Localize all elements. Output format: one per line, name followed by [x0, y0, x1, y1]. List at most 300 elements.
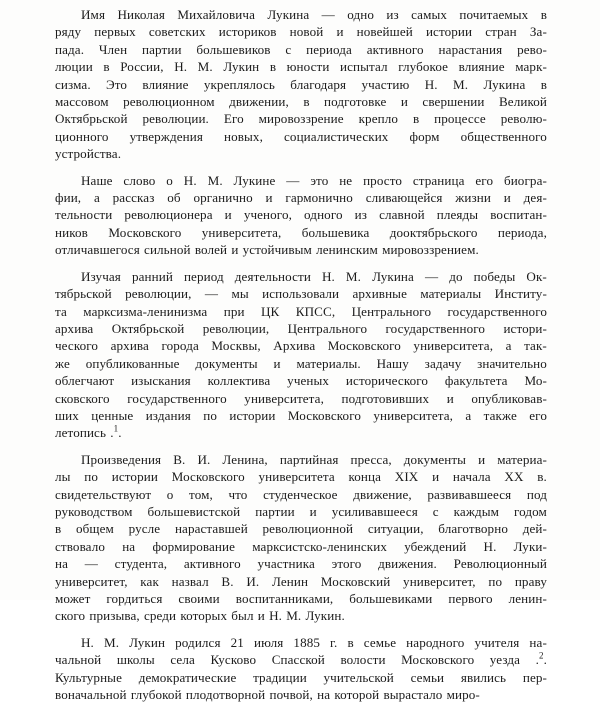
word: сковского [55, 390, 110, 406]
word: революционном [123, 94, 215, 110]
word: из [386, 7, 399, 22]
paragraph [55, 268, 547, 442]
word: ученого, [243, 207, 292, 223]
word: семьи [410, 669, 445, 685]
word: его [529, 407, 547, 423]
word: большевика [301, 224, 370, 240]
word: крепло [358, 111, 399, 127]
word: нараставшей [174, 521, 248, 537]
text-line [55, 189, 547, 206]
text-line [55, 145, 547, 162]
text-line [55, 268, 547, 285]
text-line [55, 520, 547, 537]
word: партии [255, 503, 295, 519]
word: Н. [183, 172, 197, 188]
word: партии [142, 41, 182, 57]
word: и [503, 190, 511, 206]
word: как [140, 573, 159, 589]
word: революции, [202, 320, 270, 336]
word: по [203, 407, 217, 423]
word: материалы. [296, 355, 361, 371]
word: Произведения [81, 451, 162, 467]
word: исторического [345, 373, 429, 389]
word: революционной [262, 521, 354, 537]
word: народного [406, 634, 465, 650]
word: Спасской [271, 652, 325, 668]
text-line [55, 651, 547, 668]
text-line [55, 23, 547, 40]
paragraph [55, 634, 547, 703]
word: Николая [117, 7, 166, 22]
word: глубокое [398, 59, 449, 75]
word: с [285, 41, 292, 57]
word: учительской [323, 669, 394, 685]
word: плеяды [436, 207, 479, 223]
word: Имя [81, 7, 106, 22]
word: деятельности [234, 268, 311, 284]
word: Михайловича [177, 7, 256, 22]
word: ленин- [508, 591, 547, 606]
word: Лукина [372, 268, 414, 284]
text-line [55, 285, 547, 302]
word: Ленина, [222, 451, 268, 467]
text-line [55, 58, 547, 75]
text-line [55, 41, 547, 58]
text-line [55, 206, 547, 223]
word: изыскания [131, 373, 191, 389]
word: М. [103, 634, 120, 650]
word: и [265, 190, 273, 206]
word: задачу [424, 355, 462, 371]
word: Н. [81, 634, 94, 650]
word: и [309, 503, 317, 519]
word: из [354, 207, 368, 223]
word: первых [94, 24, 136, 40]
word: благодаря [290, 76, 347, 92]
word: ценные [91, 407, 134, 423]
word: государственного [447, 303, 547, 319]
word: — [424, 268, 439, 284]
text-line [55, 451, 547, 468]
word: демократические [138, 669, 237, 685]
word: активного [366, 41, 424, 57]
word: — [321, 7, 335, 22]
word: призыва, [89, 608, 140, 624]
word: Великой [498, 94, 547, 110]
paragraph [55, 172, 547, 259]
word: советских [148, 24, 206, 40]
word: под [526, 486, 547, 502]
word: праву [514, 573, 547, 589]
word: и [432, 469, 440, 485]
word: может [55, 591, 91, 606]
word: и [478, 451, 486, 467]
word: Лукин [129, 634, 166, 650]
word: документы [403, 451, 467, 467]
word: славной [379, 207, 425, 223]
word: — [84, 556, 98, 572]
word: учителя [474, 634, 520, 650]
word: почвой, [269, 687, 313, 703]
word: дооктябрьского [389, 224, 478, 240]
word: ников [55, 224, 88, 240]
text-line [55, 224, 547, 241]
word: села [170, 652, 195, 668]
word: каждым [453, 503, 500, 519]
word: победы [473, 268, 516, 284]
word: .$^1$. [110, 423, 122, 441]
word: города [161, 338, 199, 354]
word: так- [524, 338, 547, 354]
text-line [55, 303, 547, 320]
word: опубликовав- [471, 390, 547, 406]
word: просто [363, 172, 403, 188]
word: это [310, 172, 329, 188]
word: ского [55, 608, 86, 624]
word: в [269, 59, 277, 75]
word: движении, [229, 94, 289, 110]
word: университета, [201, 224, 282, 240]
word: отличавшегося [55, 242, 140, 258]
word: Луки- [513, 538, 547, 554]
word: мировоззрением. [382, 242, 479, 258]
word: ЦК [261, 303, 280, 319]
word: об [167, 190, 181, 206]
word: марксизма-ленинизма [83, 303, 208, 319]
word: Лукин [223, 59, 260, 75]
word: марк- [515, 59, 547, 75]
footnote-marker: 2 [538, 650, 544, 661]
word: люции [55, 59, 93, 75]
word: лы [55, 469, 71, 485]
word: том, [189, 486, 213, 502]
word: 1885 [293, 634, 321, 650]
text-line [55, 486, 547, 503]
word: Центрального [287, 320, 368, 336]
word: пер- [522, 669, 547, 685]
word: родился [175, 634, 221, 650]
word: факультета [444, 373, 508, 389]
word: в [55, 521, 62, 537]
word: страница [412, 172, 465, 188]
word: одно [347, 7, 374, 22]
word: русле [128, 521, 161, 537]
text-line [55, 538, 547, 555]
word: периода [306, 41, 352, 57]
word: издания [145, 407, 191, 423]
word: университет, [403, 573, 476, 589]
word: миро- [446, 687, 480, 703]
word: первого [448, 591, 493, 606]
word: свершении [422, 94, 485, 110]
word: школы [116, 652, 155, 668]
word: Культурные [55, 669, 122, 685]
word: истории [111, 469, 158, 485]
word: сильной [144, 242, 191, 258]
word: И. [246, 573, 260, 589]
word: летопись [55, 425, 107, 441]
word: М. [286, 608, 302, 624]
word: воначальной [55, 687, 127, 703]
word: утверждения [129, 128, 203, 144]
word: 21 [230, 634, 244, 650]
word: — [286, 172, 300, 188]
word: в [540, 76, 547, 92]
word: которых [180, 608, 228, 624]
word: студенческое [263, 486, 338, 502]
word: дей- [522, 521, 547, 537]
word: и [273, 355, 281, 371]
word: Лукин. [305, 608, 345, 624]
word: назвал [171, 573, 209, 589]
text-line [55, 424, 547, 441]
word: самых [411, 7, 448, 22]
word: пада. [55, 41, 85, 57]
word: на- [529, 634, 547, 650]
word: облегчают [55, 373, 115, 389]
word: на [317, 687, 331, 703]
word: годом [513, 503, 547, 519]
word: при [223, 303, 245, 319]
word: материа- [497, 451, 547, 467]
word: Московского [327, 338, 401, 354]
word: волей [194, 242, 228, 258]
word: а [465, 407, 472, 423]
word: чальной [55, 652, 102, 668]
word: нарастания [438, 41, 503, 57]
word: пресса, [350, 451, 392, 467]
word: устройства. [55, 146, 122, 162]
word: государственного [385, 320, 486, 336]
word: государственного [127, 390, 227, 406]
word: университет, [55, 573, 128, 589]
document-text-block [55, 6, 547, 703]
word: активного [183, 556, 241, 572]
text-line [55, 355, 547, 372]
word: по [488, 573, 503, 589]
word: Наше [81, 172, 113, 188]
word: периода, [497, 224, 547, 240]
word: использовали [262, 286, 340, 302]
word: ствовало [55, 538, 105, 554]
word: Архива [273, 338, 316, 354]
word: ранний [131, 268, 173, 284]
word: М. [453, 76, 469, 92]
word: движение, [353, 486, 412, 502]
word: документы [195, 355, 258, 371]
word: Октябрьской [111, 320, 185, 336]
word: архива [110, 338, 149, 354]
word: явились [460, 669, 507, 685]
word: Московского [171, 469, 245, 485]
word: период [183, 268, 224, 284]
word: в [303, 94, 310, 110]
word: революционера [124, 207, 213, 223]
word: Член [98, 41, 128, 57]
word: же [55, 355, 70, 371]
word: также [483, 407, 517, 423]
word: которой [334, 687, 380, 703]
word: истории [229, 407, 276, 423]
word: Лукина [267, 7, 310, 22]
paragraph [55, 451, 547, 625]
word: и [446, 390, 454, 406]
text-line [55, 241, 547, 258]
word: .$^2$. [535, 650, 547, 668]
word: ученых [287, 373, 330, 389]
word: традиции [253, 669, 307, 685]
word: конца [348, 469, 382, 485]
word: почитаемых [459, 7, 529, 22]
word: Нашу [376, 355, 409, 371]
text-line [55, 372, 547, 389]
word: Это [106, 76, 128, 92]
word: в [347, 634, 354, 650]
word: Н. [483, 538, 497, 554]
word: своими [178, 591, 220, 606]
word: начала [452, 469, 491, 485]
text-line [55, 110, 547, 127]
word: Московского [287, 407, 361, 423]
word: убеждений [404, 538, 467, 554]
word: до [449, 268, 463, 284]
word: И. [197, 451, 211, 467]
word: не [339, 172, 353, 188]
word: подготовивших [341, 390, 430, 406]
word: революции, [125, 286, 192, 302]
word: револю- [500, 111, 547, 127]
word: благотворно [438, 521, 508, 537]
word: большевиков [196, 41, 271, 57]
word: За- [529, 24, 547, 40]
word: М. [207, 172, 223, 188]
word: Ленин [271, 573, 309, 589]
word: ционного [55, 128, 109, 144]
word: Центрального [351, 303, 432, 319]
word: Институ- [494, 286, 547, 302]
word: подготовке [324, 94, 387, 110]
word: участию [361, 76, 410, 92]
word: марксистско-ленинских [252, 538, 387, 554]
text-line [55, 555, 547, 572]
word: М. [345, 268, 362, 284]
word: новых, [224, 128, 263, 144]
word: усиливавшееся [331, 503, 418, 519]
word: массовом [55, 94, 109, 110]
word: мировоззрение [258, 111, 344, 127]
word: устойчивым [242, 242, 312, 258]
word: этого [331, 556, 362, 572]
text-line [55, 590, 547, 607]
word: Его [223, 111, 244, 127]
word: плодотворной [185, 687, 266, 703]
word: уезда [489, 652, 521, 668]
word: о [166, 486, 174, 502]
word: университета, [413, 338, 494, 354]
word: укреплялось [203, 76, 275, 92]
text-line [55, 573, 547, 590]
word: о [166, 172, 173, 188]
word: университета, [373, 407, 454, 423]
text-line [55, 320, 547, 337]
word: дея- [523, 190, 547, 206]
word: свидетельствуют [55, 486, 152, 502]
word: мы [231, 286, 249, 302]
text-line [55, 634, 547, 651]
word: Изучая [81, 268, 121, 284]
word: биогра- [503, 172, 547, 188]
word: КПСС, [295, 303, 336, 319]
word: коллектива [207, 373, 271, 389]
text-line [55, 6, 547, 23]
word: воспитан- [490, 207, 547, 223]
word: новой [289, 24, 324, 40]
word: и [257, 608, 265, 624]
text-line [55, 337, 547, 354]
word: форм [409, 128, 440, 144]
text-line [55, 93, 547, 110]
word: большевиками [349, 591, 433, 606]
word: В. [221, 573, 234, 589]
word: формирование [152, 538, 236, 554]
word: университета [258, 469, 335, 485]
word: Ок- [526, 268, 547, 284]
word: и [224, 207, 232, 223]
word: Революционный [453, 556, 547, 572]
word: его [475, 172, 494, 188]
word: тельности [55, 207, 113, 223]
word: Лукине [233, 172, 276, 188]
word: гордиться [106, 591, 163, 606]
word: и [400, 94, 408, 110]
word: XX [504, 469, 524, 485]
word: Н. [269, 608, 282, 624]
word: июля [253, 634, 284, 650]
word: студента, [114, 556, 168, 572]
word: среди [143, 608, 177, 624]
word: рево- [517, 41, 547, 57]
word: тябрьской [55, 286, 112, 302]
word: ческого [55, 338, 99, 354]
word: Н. [424, 76, 438, 92]
word: участника [257, 556, 315, 572]
word: истори- [503, 320, 547, 336]
word: истории [425, 24, 473, 40]
word: а [505, 338, 512, 354]
word: был [231, 608, 254, 624]
word: Н. [321, 268, 335, 284]
word: волости [340, 652, 386, 668]
word: партийная [279, 451, 339, 467]
word: ших [55, 407, 79, 423]
word: а [93, 190, 100, 206]
word: России, [120, 59, 164, 75]
word: архива [55, 320, 94, 336]
word: Москвы, [211, 338, 261, 354]
word: гармонично [285, 190, 353, 206]
word: что [228, 486, 248, 502]
word: рассказ [112, 190, 155, 206]
word: общем [76, 521, 114, 537]
word: В. [173, 451, 186, 467]
word: стран [485, 24, 517, 40]
word: и [231, 242, 239, 258]
word: слово [123, 172, 156, 188]
word: влияние [458, 59, 505, 75]
paragraph [55, 6, 547, 163]
word: опубликованные [85, 355, 180, 371]
word: значительно [477, 355, 547, 371]
